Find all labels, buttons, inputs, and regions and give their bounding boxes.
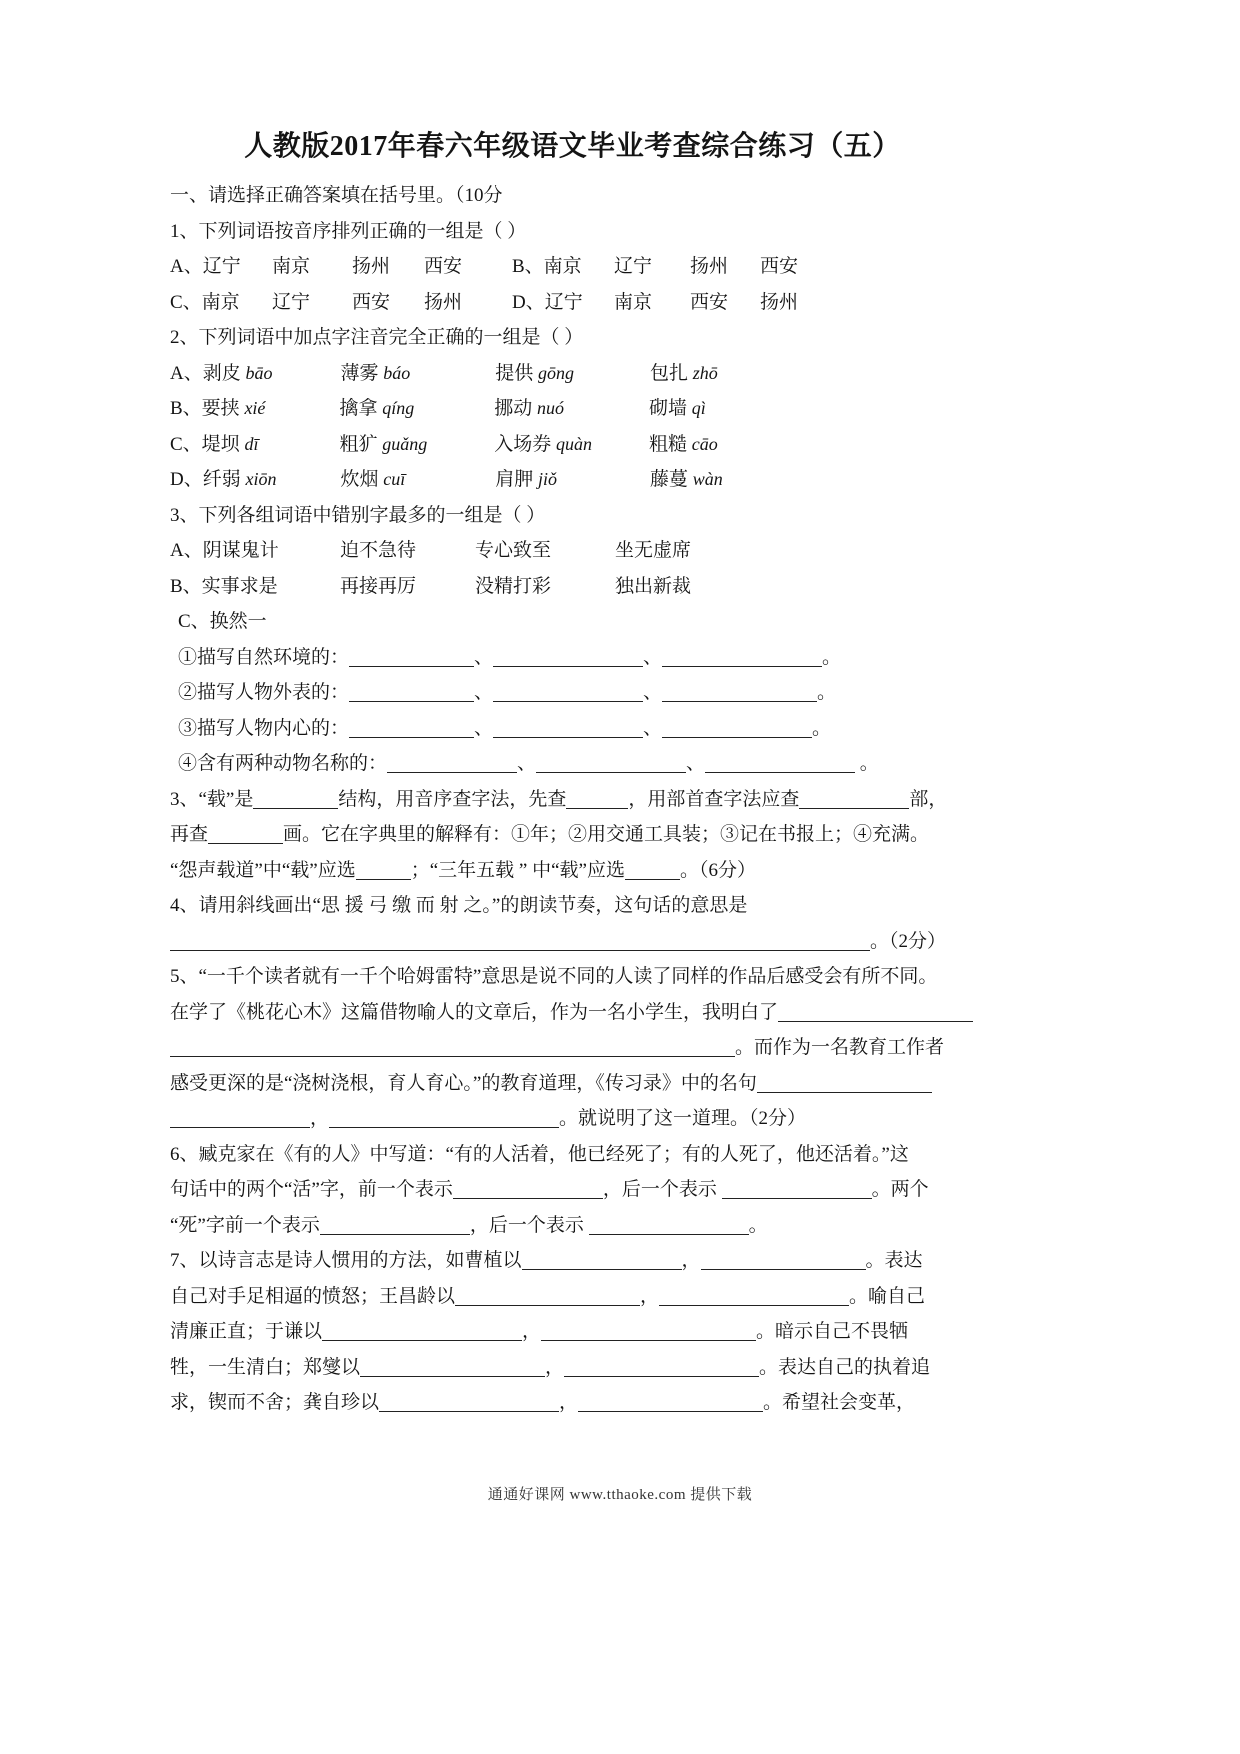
answer-blank bbox=[322, 1321, 522, 1341]
pinyin-text: cāo bbox=[691, 433, 718, 454]
text-segment: 画。它在字典里的解释有：①年；②用交通工具装；③记在书报上；④充满。 bbox=[283, 824, 930, 845]
text-segment: 提供 bbox=[495, 362, 539, 384]
answer-blank bbox=[722, 1179, 872, 1199]
q3-option-b bbox=[170, 569, 975, 605]
text-segment: 求，锲而不舍；龚自珍以 bbox=[170, 1392, 380, 1413]
text-segment: ③描写人物内心的： bbox=[178, 717, 350, 739]
q2-stem bbox=[170, 320, 975, 356]
text-segment: 。两个 bbox=[871, 1179, 929, 1200]
text-segment: 1、下列词语按音序排列正确的一组是（ ） bbox=[170, 220, 527, 242]
text-segment: 再接再厉 bbox=[340, 575, 417, 597]
answer-blank bbox=[662, 682, 817, 702]
answer-blank bbox=[320, 1215, 470, 1235]
answer-blank bbox=[208, 824, 283, 844]
pinyin-text: jiǒ bbox=[538, 469, 558, 489]
q3b-line-3 bbox=[170, 853, 975, 889]
answer-blank bbox=[564, 1357, 759, 1377]
q3-option-c bbox=[170, 604, 975, 640]
text-segment: 挪动 bbox=[494, 398, 537, 419]
pinyin-text: báo bbox=[383, 362, 411, 383]
text-segment: 。希望社会变革， bbox=[763, 1392, 916, 1413]
footer-text: 通通好课网 www.tthaoke.com 提供下载 bbox=[487, 1487, 753, 1503]
text-segment: ①描写自然环境的： bbox=[178, 646, 350, 668]
text-segment: 、 bbox=[517, 753, 537, 774]
document-body bbox=[170, 178, 975, 1421]
pinyin-text: zhō bbox=[692, 362, 718, 383]
page-title: 人教版2017年春六年级语文毕业考查综合练习（五） bbox=[244, 131, 901, 162]
text-segment: B、南京 bbox=[512, 256, 582, 277]
text-segment: 藤蔓 bbox=[650, 469, 693, 490]
text-segment: 5、“一千个读者就有一千个哈姆雷特”意思是说不同的人读了同样的作品后感受会有所不同。 bbox=[170, 966, 938, 987]
text-segment: 3、“载”是 bbox=[170, 788, 254, 810]
answer-blank bbox=[170, 1108, 310, 1128]
q6-line-1 bbox=[170, 1137, 975, 1173]
text-segment: 辽宁 bbox=[272, 291, 311, 313]
answer-blank bbox=[493, 682, 643, 702]
text-segment: 迫不急待 bbox=[340, 540, 417, 561]
answer-blank bbox=[387, 753, 517, 773]
text-segment: 粗犷 bbox=[339, 433, 383, 455]
text-segment: A、阴谋鬼计 bbox=[170, 540, 279, 561]
q5-line-4 bbox=[170, 1066, 975, 1102]
text-segment: 3、下列各组词语中错别字最多的一组是（ ） bbox=[170, 504, 546, 526]
q3-sub-1 bbox=[170, 640, 975, 676]
text-segment: 辽宁 bbox=[614, 256, 653, 277]
pinyin-text: bāo bbox=[245, 362, 273, 383]
text-segment: A、辽宁 bbox=[170, 256, 241, 277]
answer-blank bbox=[659, 1286, 849, 1306]
answer-blank bbox=[536, 753, 686, 773]
text-segment: ，用部首查字法应查 bbox=[628, 788, 800, 810]
text-segment: 包扎 bbox=[650, 362, 693, 384]
answer-blank bbox=[170, 931, 870, 951]
text-segment: ；“三年五载 ” 中“载”应选 bbox=[410, 859, 625, 881]
footer bbox=[0, 1483, 1240, 1504]
pinyin-text: guǎng bbox=[382, 433, 428, 454]
q7-line-1 bbox=[170, 1243, 975, 1279]
text-segment: “死”字前一个表示 bbox=[170, 1214, 320, 1236]
text-segment: 、 bbox=[474, 682, 494, 703]
text-segment: 牲，一生清白；郑燮以 bbox=[170, 1356, 361, 1378]
text-segment: 砌墙 bbox=[648, 398, 692, 419]
text-segment: 没精打彩 bbox=[475, 575, 552, 597]
q4-line-1 bbox=[170, 888, 975, 924]
text-segment: 、 bbox=[643, 717, 663, 739]
q3-option-a bbox=[170, 533, 975, 569]
pinyin-text: cuī bbox=[383, 469, 406, 489]
text-segment: 专心致至 bbox=[475, 540, 552, 561]
answer-blank bbox=[662, 718, 812, 738]
text-segment: 6、臧克家在《有的人》中写道：“有的人活着，他已经死了；有的人死了，他还活着。”这 bbox=[170, 1143, 909, 1165]
text-segment: D、纤弱 bbox=[170, 469, 246, 490]
text-segment: 独出新裁 bbox=[615, 575, 692, 597]
text-segment: 、 bbox=[474, 646, 494, 668]
text-segment: 、 bbox=[643, 646, 663, 668]
answer-blank bbox=[778, 1002, 973, 1022]
answer-blank bbox=[493, 647, 643, 667]
text-segment: 一、请选择正确答案填在括号里。（10分 bbox=[170, 185, 503, 206]
document-content bbox=[170, 124, 975, 1421]
text-segment: 。 bbox=[812, 717, 832, 739]
q2-option-b bbox=[170, 391, 975, 427]
pinyin-text: wàn bbox=[692, 469, 723, 489]
text-segment: 扬州 bbox=[690, 256, 729, 277]
pinyin-text: dī bbox=[244, 433, 259, 454]
pinyin-text: nuó bbox=[536, 398, 564, 418]
q3-sub-4 bbox=[170, 746, 975, 782]
text-segment: 南京 bbox=[614, 291, 653, 313]
pinyin-text: quàn bbox=[555, 433, 592, 454]
q3b-line-2 bbox=[170, 817, 975, 853]
text-segment: 。（2分） bbox=[870, 930, 947, 952]
q6-line-3 bbox=[170, 1208, 975, 1244]
answer-blank bbox=[253, 789, 338, 809]
text-segment: ，后一个表示 bbox=[602, 1179, 722, 1200]
q5-line-1 bbox=[170, 959, 975, 995]
text-segment: B、实事求是 bbox=[170, 575, 278, 597]
answer-blank bbox=[566, 789, 628, 809]
text-segment: 在学了《桃花心木》这篇借物喻人的文章后，作为一名小学生，我明白了 bbox=[170, 1001, 779, 1023]
answer-blank bbox=[578, 1392, 763, 1412]
text-segment: 南京 bbox=[272, 256, 311, 277]
answer-blank bbox=[379, 1392, 559, 1412]
text-segment: 。 bbox=[822, 646, 842, 668]
answer-blank bbox=[170, 1037, 735, 1057]
text-segment: 扬州 bbox=[352, 256, 391, 277]
pinyin-text: xiōn bbox=[245, 469, 277, 489]
q2-option-d bbox=[170, 462, 975, 498]
text-segment: ， bbox=[640, 1285, 660, 1307]
q1-stem bbox=[170, 214, 975, 250]
q5-line-3 bbox=[170, 1030, 975, 1066]
answer-blank bbox=[757, 1073, 932, 1093]
answer-blank bbox=[453, 1179, 603, 1199]
q5-line-2 bbox=[170, 995, 975, 1031]
text-segment: 薄雾 bbox=[340, 362, 384, 384]
text-segment: 。（6分） bbox=[679, 859, 756, 881]
text-segment: C、换然一 bbox=[178, 611, 267, 632]
answer-blank bbox=[662, 647, 822, 667]
text-segment: 。喻自己 bbox=[849, 1285, 926, 1307]
answer-blank bbox=[799, 789, 909, 809]
text-segment: 坐无虚席 bbox=[615, 540, 692, 561]
text-segment: 。而作为一名教育工作者 bbox=[735, 1037, 945, 1058]
text-segment: 句话中的两个“活”字，前一个表示 bbox=[170, 1179, 453, 1200]
text-segment: C、堤坝 bbox=[170, 433, 245, 455]
text-segment: 7、以诗言志是诗人惯用的方法，如曹植以 bbox=[170, 1250, 522, 1271]
text-segment: 。 bbox=[817, 682, 837, 703]
answer-blank bbox=[522, 1250, 682, 1270]
text-segment: ，后一个表示 bbox=[469, 1214, 589, 1236]
q2-option-a bbox=[170, 356, 975, 392]
text-segment: 感受更深的是“浇树浇根，育人育心。”的教育道理，《传习录》中的名句 bbox=[170, 1072, 757, 1094]
answer-blank bbox=[349, 682, 474, 702]
text-segment: 扬州 bbox=[424, 291, 463, 313]
text-segment: “怨声载道”中“载”应选 bbox=[170, 859, 356, 881]
text-segment: ， bbox=[310, 1108, 330, 1129]
text-segment: 自己对手足相逼的愤怒；王昌龄以 bbox=[170, 1285, 456, 1307]
text-segment: 。暗示自己不畏牺 bbox=[756, 1321, 909, 1342]
text-segment: 。 bbox=[855, 753, 879, 774]
text-segment: 、 bbox=[686, 753, 706, 774]
answer-blank bbox=[356, 860, 411, 880]
answer-blank bbox=[701, 1250, 866, 1270]
text-segment: 、 bbox=[643, 682, 663, 703]
text-segment: 西安 bbox=[690, 291, 729, 313]
answer-blank bbox=[349, 718, 474, 738]
pinyin-text: gōng bbox=[538, 362, 575, 383]
q5-line-5 bbox=[170, 1101, 975, 1137]
text-segment: ， bbox=[681, 1250, 701, 1271]
answer-blank bbox=[705, 753, 855, 773]
q1-options-cd bbox=[170, 285, 975, 321]
text-segment: 西安 bbox=[424, 256, 463, 277]
text-segment: 2、下列词语中加点字注音完全正确的一组是（ ） bbox=[170, 327, 584, 348]
pinyin-text: qì bbox=[691, 398, 706, 418]
text-segment: 擒拿 bbox=[339, 398, 383, 419]
text-segment: 。 bbox=[748, 1214, 768, 1236]
text-segment: B、要挟 bbox=[170, 398, 245, 419]
answer-blank bbox=[329, 1108, 559, 1128]
text-segment: ， bbox=[559, 1392, 579, 1413]
text-segment: ， bbox=[545, 1356, 565, 1378]
q3-sub-2 bbox=[170, 675, 975, 711]
text-segment: 扬州 bbox=[760, 291, 799, 313]
text-segment: 4、请用斜线画出“思 援 弓 缴 而 射 之。”的朗读节奏，这句话的意思是 bbox=[170, 895, 748, 916]
text-segment: A、剥皮 bbox=[170, 362, 246, 384]
q6-line-2 bbox=[170, 1172, 975, 1208]
q3b-line-1 bbox=[170, 782, 975, 818]
text-segment: ②描写人物外表的： bbox=[178, 682, 350, 703]
q7-line-2 bbox=[170, 1279, 975, 1315]
text-segment: 再查 bbox=[170, 824, 209, 845]
answer-blank bbox=[493, 718, 643, 738]
q7-line-5 bbox=[170, 1385, 975, 1421]
answer-blank bbox=[589, 1215, 749, 1235]
answer-blank bbox=[455, 1286, 640, 1306]
q7-line-3 bbox=[170, 1314, 975, 1350]
text-segment: 。表达自己的执着追 bbox=[759, 1356, 931, 1378]
section-1-heading bbox=[170, 178, 975, 214]
answer-blank bbox=[625, 860, 680, 880]
text-segment: 结构，用音序查字法，先查 bbox=[338, 788, 567, 810]
text-segment: 。表达 bbox=[865, 1250, 923, 1271]
q3-stem bbox=[170, 498, 975, 534]
text-segment: D、辽宁 bbox=[512, 291, 583, 313]
pinyin-text: qíng bbox=[382, 398, 415, 418]
q1-options-ab bbox=[170, 249, 975, 285]
answer-blank bbox=[349, 647, 474, 667]
answer-blank bbox=[541, 1321, 756, 1341]
text-segment: 炊烟 bbox=[340, 469, 384, 490]
text-segment: 西安 bbox=[352, 291, 391, 313]
q7-line-4 bbox=[170, 1350, 975, 1386]
text-segment: ④含有两种动物名称的： bbox=[178, 753, 388, 774]
text-segment: C、南京 bbox=[170, 291, 240, 313]
pinyin-text: xié bbox=[244, 398, 266, 418]
text-segment: 部， bbox=[909, 788, 948, 810]
q3-sub-3 bbox=[170, 711, 975, 747]
answer-blank bbox=[360, 1357, 545, 1377]
q4-line-2 bbox=[170, 924, 975, 960]
q2-option-c bbox=[170, 427, 975, 463]
text-segment: 肩胛 bbox=[495, 469, 539, 490]
text-segment: 、 bbox=[474, 717, 494, 739]
text-segment: 。就说明了这一道理。（2分） bbox=[559, 1108, 807, 1129]
text-segment: ， bbox=[522, 1321, 542, 1342]
text-segment: 清廉正直；于谦以 bbox=[170, 1321, 323, 1342]
text-segment: 西安 bbox=[760, 256, 799, 277]
text-segment: 粗糙 bbox=[648, 433, 692, 455]
text-segment: 入场券 bbox=[494, 433, 556, 455]
